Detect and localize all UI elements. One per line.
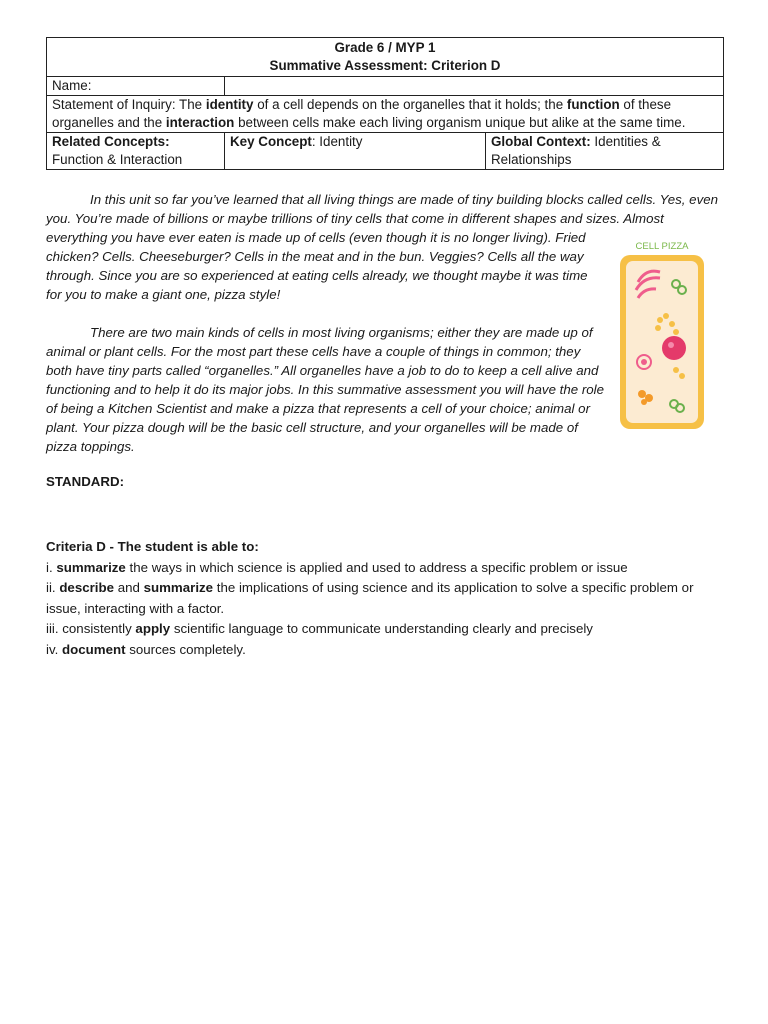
title-assessment: Summative Assessment: Criterion D: [269, 58, 501, 73]
criteria-heading: Criteria D - The student is able to:: [46, 539, 259, 554]
inquiry-function: function: [566, 97, 620, 112]
header-table: [46, 37, 724, 170]
criteria-item-4: iv. document sources completely.: [46, 641, 246, 657]
name-value-cell[interactable]: [225, 77, 724, 96]
title-grade: Grade 6 / MYP 1: [334, 40, 436, 55]
inquiry-text-2: of a cell depends on the organelles that it holds; the: [253, 97, 567, 112]
criteria-item-3: iii. consistently apply scientific language to communicate understanding clearly and precisely: [46, 621, 593, 636]
key-concept-label: Key Concept: [230, 134, 312, 149]
inquiry-text-3: of these organelles and the: [52, 97, 672, 130]
global-context-value: Identities & Relationships: [491, 134, 661, 167]
related-concepts-label: Related Concepts:: [52, 134, 170, 149]
inquiry-text-4: between cells make each living organism unique but alike at the same time.: [234, 115, 686, 130]
inquiry-interaction: interaction: [165, 115, 235, 130]
key-concept-cell: [225, 133, 486, 170]
intro-paragraph-1b: everything you have ever eaten is made up of cells (even though it is no longer living). Fried chicken? Cells. Cheeseburger? Cells in the meat and in the bun. Veggies? Cells all the way through. Since you are so experienced at eating cells already, we thought maybe it was time for you to make a giant one, pizza style!: [46, 230, 588, 302]
name-label: Name:: [52, 78, 92, 93]
cell-pizza-image: [614, 238, 710, 433]
intro-paragraph-2: There are two main kinds of cells in most living organisms; either they are made up of animal or plant cells. For the most part these cells have a couple of things in common; they both have tiny parts called “organelles.” All organelles have a job to do to keep a cell alive and functioning and to help it do its major jobs. In this summative assessment you will have the role of being a Kitchen Scientist and make a pizza that represents a cell of your choice; animal or plant. Your pizza dough will be the basic cell structure, and your organelles will be made of pizza toppings.: [46, 325, 605, 454]
global-context-label: Global Context:: [491, 134, 591, 149]
global-context-cell: [486, 133, 724, 170]
standard-heading: STANDARD:: [46, 474, 125, 489]
inquiry-text-1: Statement of Inquiry: The: [52, 97, 206, 112]
title-cell: [47, 38, 724, 77]
related-concepts-cell: [47, 133, 225, 170]
intro-paragraph-1a: In this unit so far you’ve learned that all living things are made of tiny building blocks called cells. Yes, even you. You’re made of billions or maybe trillions of tiny cells that come in different shapes and sizes. Almost: [46, 192, 719, 226]
inquiry-identity: identity: [205, 97, 254, 112]
related-concepts-value: Function & Interaction: [52, 152, 183, 167]
inquiry-cell: [47, 96, 724, 133]
key-concept-value: : Identity: [311, 134, 363, 149]
cell-pizza-caption: CELL PIZZA: [635, 241, 689, 252]
name-label-cell: [47, 77, 225, 96]
criteria-section: [46, 537, 726, 660]
criteria-item-2: ii. describe and summarize the implications of using science and its application to solve a specific problem or issue, interacting with a factor.: [46, 580, 694, 616]
criteria-item-1: i. summarize the ways in which science is applied and used to address a specific problem or issue: [46, 559, 628, 575]
